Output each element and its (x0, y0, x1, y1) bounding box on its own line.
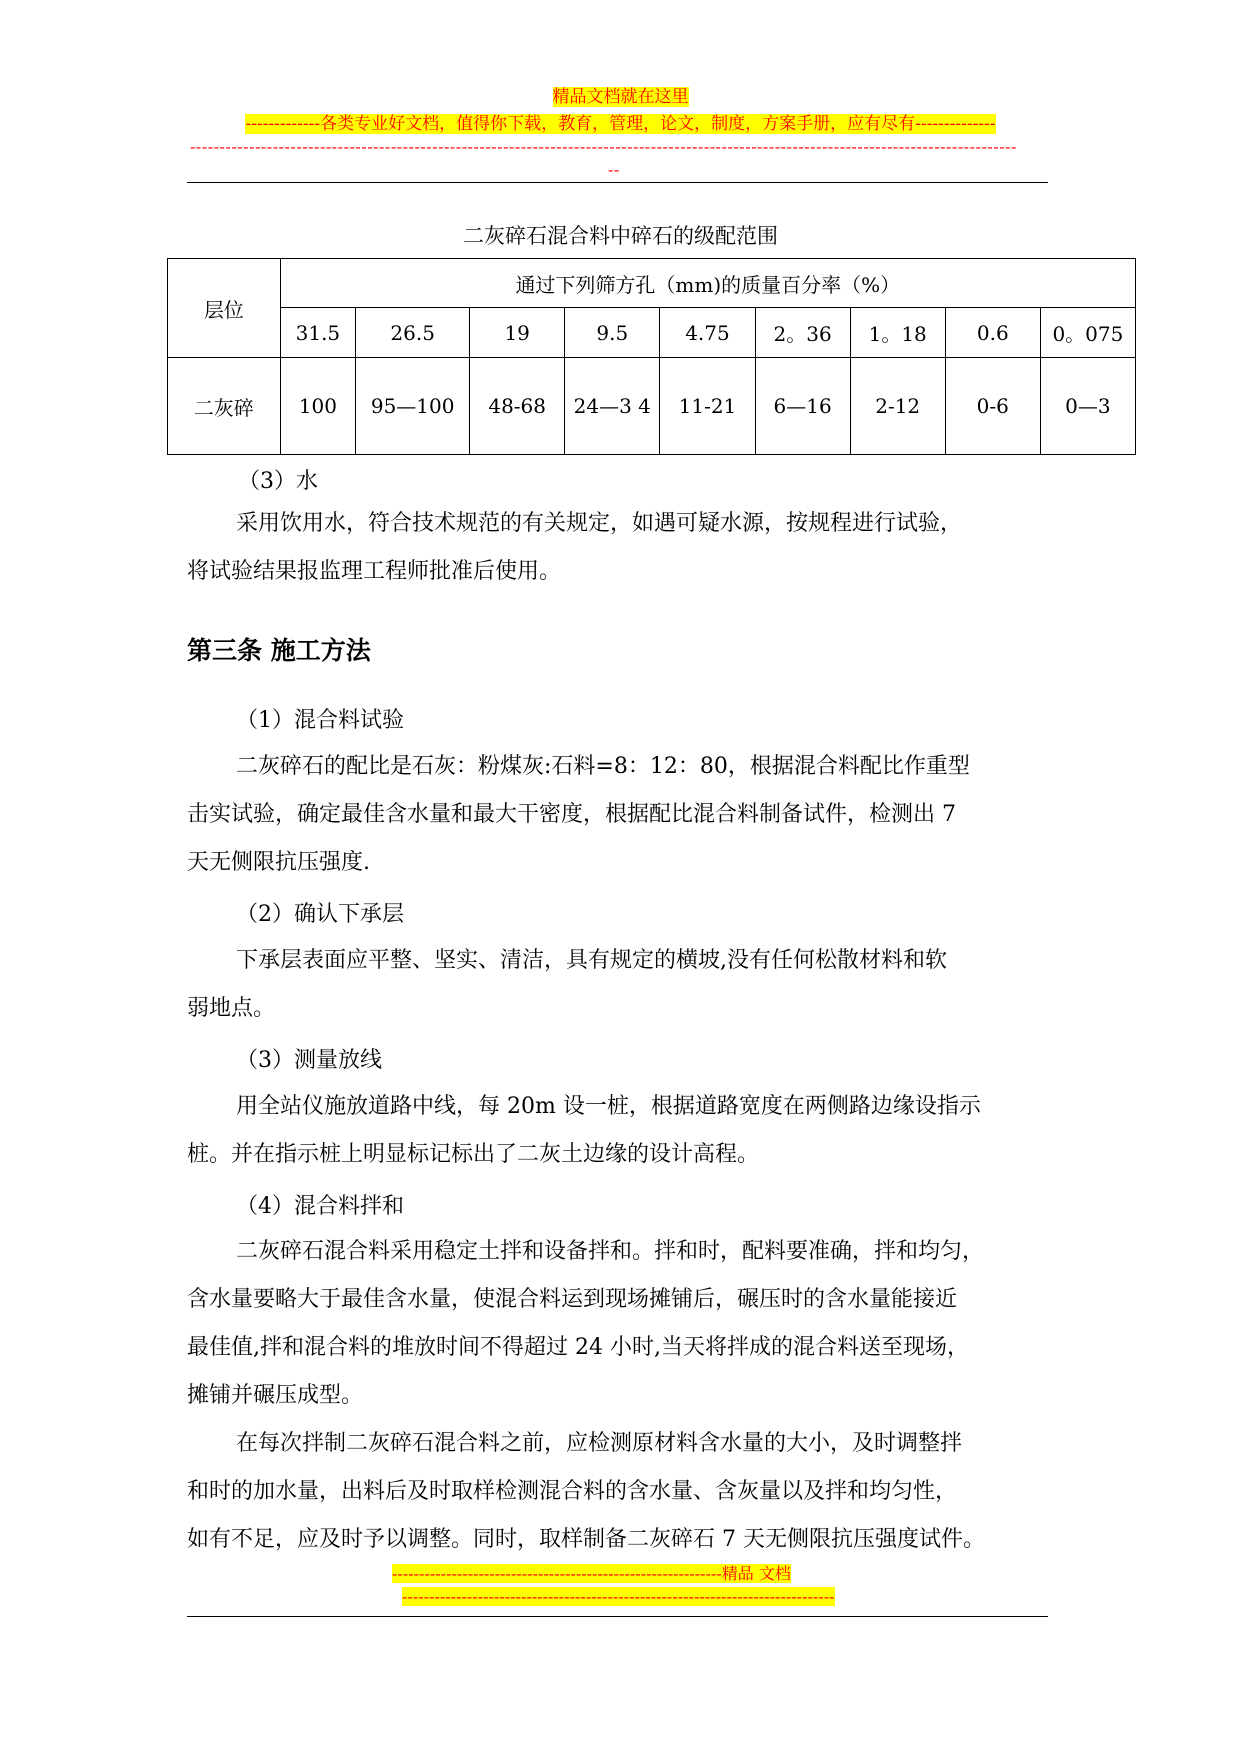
sieve-group-header: 通过下列筛方孔（mm)的质量百分率（%） (280, 259, 1135, 308)
layer-header: 层位 (168, 259, 281, 358)
sieve-size: 9.5 (565, 308, 660, 358)
gradation-table (167, 258, 1136, 455)
passing-value: 2-12 (850, 358, 945, 455)
passing-value: 6—16 (755, 358, 850, 455)
header-rule (187, 182, 1048, 183)
s4-paragraph (187, 1228, 1047, 1564)
water-title: （3）水 (238, 469, 318, 494)
passing-value: 0—3 (1040, 358, 1135, 455)
footer-dashes: -------------------------------------------------------------------------------- (402, 1587, 835, 1606)
text-line: 摊铺并碾压成型。 (187, 1383, 364, 1408)
header-dashes-tail: -- (608, 161, 620, 179)
text-line: 含水量要略大于最佳含水量，使混合料运到现场摊铺后，碾压时的含水量能接近 (187, 1287, 958, 1312)
text-line: 将试验结果报监理工程师批准后使用。 (187, 559, 562, 584)
sieve-size: 2。36 (755, 308, 850, 358)
passing-value: 95—100 (356, 358, 470, 455)
sieve-size: 0.6 (945, 308, 1040, 358)
s1-paragraph (187, 743, 1047, 887)
sieve-size: 19 (470, 308, 565, 358)
sieve-size: 31.5 (280, 308, 356, 358)
footer-rule (187, 1616, 1048, 1617)
footer-label: -------------------------------------------------------------精品 文档 (392, 1564, 791, 1583)
text-line: 弱地点。 (187, 996, 276, 1021)
text-line: 桩。并在指示桩上明显标记标出了二灰土边缘的设计高程。 (187, 1142, 760, 1167)
text-line: 在每次拌制二灰碎石混合料之前，应检测原材料含水量的大小，及时调整拌 (236, 1431, 963, 1456)
s2-paragraph (187, 937, 1047, 1033)
text-line: 二灰碎石的配比是石灰：粉煤灰:石料=8：12：80，根据混合料配比作重型 (236, 754, 970, 779)
s2-title: （2）确认下承层 (236, 902, 404, 927)
header-tagline: -------------各类专业好文档，值得你下载，教育，管理，论文，制度，方案手册，应有尽有-------------- (245, 114, 996, 134)
passing-value: 11-21 (660, 358, 755, 455)
water-paragraph (187, 500, 1047, 596)
passing-value: 48-68 (470, 358, 565, 455)
s3-title: （3）测量放线 (236, 1048, 382, 1073)
s1-title: （1）混合料试验 (236, 708, 404, 733)
passing-value: 100 (280, 358, 356, 455)
table-caption: 二灰碎石混合料中碎石的级配范围 (463, 224, 778, 248)
text-line: 和时的加水量，出料后及时取样检测混合料的含水量、含灰量以及拌和均匀性， (187, 1479, 958, 1504)
sieve-size: 26.5 (356, 308, 470, 358)
header-dashes: -------------------------------------------------------------------------------------------------------------------------------------------- (190, 138, 1017, 156)
sieve-size: 4.75 (660, 308, 755, 358)
text-line: 天无侧限抗压强度. (187, 850, 370, 875)
sieve-size: 1。18 (850, 308, 945, 358)
sieve-size: 0。075 (1040, 308, 1135, 358)
s4-title: （4）混合料拌和 (236, 1194, 404, 1219)
passing-value: 0-6 (945, 358, 1040, 455)
passing-value: 24—3 4 (565, 358, 660, 455)
text-line: 最佳值,拌和混合料的堆放时间不得超过 24 小时,当天将拌成的混合料送至现场， (187, 1335, 969, 1360)
text-line: 用全站仪施放道路中线，每 20m 设一桩，根据道路宽度在两侧路边缘设指示 (236, 1094, 981, 1119)
row-label: 二灰碎 (168, 358, 281, 455)
section-heading: 第三条 施工方法 (187, 636, 371, 665)
text-line: 二灰碎石混合料采用稳定土拌和设备拌和。拌和时，配料要准确，拌和均匀， (236, 1239, 985, 1264)
text-line: 采用饮用水，符合技术规范的有关规定，如遇可疑水源，按规程进行试验， (236, 511, 963, 536)
s3-paragraph (187, 1083, 1047, 1179)
text-line: 如有不足，应及时予以调整。同时，取样制备二灰碎石 7 天无侧限抗压强度试件。 (187, 1527, 985, 1552)
header-title: 精品文档就在这里 (552, 87, 689, 107)
text-line: 下承层表面应平整、坚实、清洁，具有规定的横坡,没有任何松散材料和软 (236, 948, 947, 973)
text-line: 击实试验，确定最佳含水量和最大干密度，根据配比混合料制备试件，检测出 7 (187, 802, 956, 827)
